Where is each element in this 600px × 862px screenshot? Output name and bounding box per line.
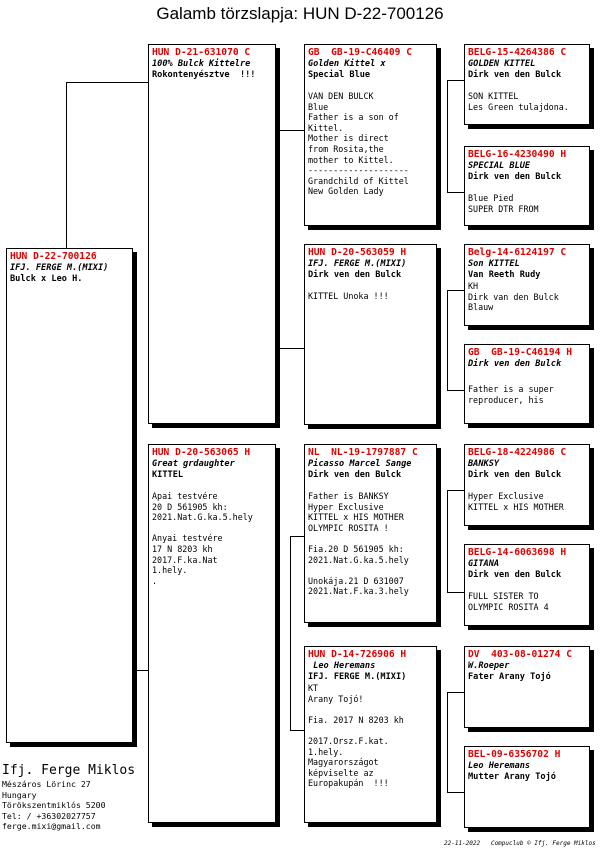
pigeon-card-dss[interactable] xyxy=(464,444,590,526)
pigeon-card-dsd[interactable] xyxy=(464,544,590,626)
connector-line xyxy=(447,692,464,693)
pigeon-notes: Blue Pied SUPER DTR FROM xyxy=(468,193,539,214)
pigeon-card-main[interactable] xyxy=(6,248,133,743)
pigeon-name: Leo Heremans xyxy=(468,761,531,771)
owner-phone: Tel: / +36302027757 xyxy=(2,810,96,821)
pigeon-card-sire[interactable] xyxy=(148,44,276,424)
pigeon-name: IFJ. FERGE M.(MIXI) xyxy=(308,259,407,269)
pigeon-card-ssd[interactable] xyxy=(464,146,590,226)
pigeon-name: Leo Heremans xyxy=(308,661,376,671)
pigeon-name: GOLDEN KITTEL xyxy=(468,59,536,69)
pigeon-breeder: Dirk ven den Bulck xyxy=(308,470,402,480)
pigeon-breeder: Dirk ven den Bulck xyxy=(468,172,562,182)
connector-line xyxy=(278,130,304,131)
ring-number: DV 403-08-01274 C xyxy=(468,649,572,660)
pigeon-card-ddd[interactable] xyxy=(464,746,590,828)
owner-address: Mészáros Lörinc 27 xyxy=(2,779,91,789)
connector-line xyxy=(278,348,304,349)
ring-number: BEL-09-6356702 H xyxy=(468,749,561,760)
pigeon-notes: Father is BANKSY Hyper Exclusive KITTEL x HIS MOTHER OLYMPIC ROSITA ! Fia.20 D 561905 kh: 2021.Nat.G.ka.5.hely Unokája.21 D 631007 2021.Nat.F.ka.3.hely xyxy=(308,491,409,597)
pigeon-breeder: Mutter Arany Tojó xyxy=(468,772,556,782)
ring-number: HUN D-20-563059 H xyxy=(308,247,407,258)
pigeon-notes: Father is a super reproducer, his xyxy=(468,384,554,405)
pigeon-card-dam-dam[interactable] xyxy=(304,646,437,823)
connector-line xyxy=(447,390,464,391)
connector-line xyxy=(447,192,464,193)
pigeon-notes: VAN DEN BULCK Blue Father is a son of Kittel. Mother is direct from Rosita,the mother to Kittel. -------------------- Grandchild of Kittel New Golden Lady xyxy=(308,91,409,197)
ring-number: BELG-18-4224986 C xyxy=(468,447,567,458)
pigeon-card-sire-dam[interactable] xyxy=(304,244,437,425)
pigeon-breeder: Special Blue xyxy=(308,70,371,80)
pigeon-notes: FULL SISTER TO OLYMPIC ROSITA 4 xyxy=(468,591,549,612)
connector-line xyxy=(278,130,279,348)
ring-number: NL NL-19-1797887 C xyxy=(308,447,418,458)
pigeon-notes: KITTEL Unoka !!! xyxy=(308,291,389,301)
pigeon-breeder: Dirk ven den Bulck xyxy=(468,570,562,580)
pigeon-notes: Hyper Exclusive KITTEL x HIS MOTHER xyxy=(468,491,564,512)
pigeon-breeder: Dirk ven den Bulck xyxy=(308,270,402,280)
pigeon-name: 100% Bulck Kittelre xyxy=(152,59,251,69)
pigeon-name: BANKSY xyxy=(468,459,500,469)
connector-line xyxy=(447,692,448,792)
pigeon-breeder: Rokontenyésztve !!! xyxy=(152,70,256,80)
pigeon-name: Dirk ven den Bulck xyxy=(468,359,562,369)
pigeon-name: IFJ. FERGE M.(MIXI) xyxy=(10,263,109,273)
connector-line xyxy=(447,490,448,592)
connector-line xyxy=(447,290,448,390)
ring-number: HUN D-14-726906 H xyxy=(308,649,407,660)
ring-number: BELG-16-4230490 H xyxy=(468,149,567,160)
connector-line xyxy=(290,730,304,731)
ring-number: HUN D-20-563065 H xyxy=(152,447,251,458)
pigeon-breeder: Bulck x Leo H. xyxy=(10,274,83,284)
connector-line xyxy=(447,490,464,491)
connector-line xyxy=(447,290,464,291)
ring-number: BELG-14-6063698 H xyxy=(468,547,567,558)
footer-credit: 22-11-2022 Compuclub © Ifj. Ferge Miklos xyxy=(444,840,596,847)
pigeon-breeder: IFJ. FERGE M.(MIXI) xyxy=(308,672,407,682)
owner-name: Ifj. Ferge Miklos xyxy=(2,763,136,778)
ring-number: GB GB-19-C46409 C xyxy=(308,47,412,58)
pigeon-breeder: KITTEL xyxy=(152,470,184,480)
pigeon-notes: Apai testvére 20 D 561905 kh: 2021.Nat.G.ka.5.hely Anyai testvére 17 N 8203 kh 2017.F.ka.Nat 1.hely. . xyxy=(152,491,253,586)
pigeon-card-sds[interactable] xyxy=(464,244,590,326)
ring-number: HUN D-21-631070 C xyxy=(152,47,251,58)
pigeon-name: Great grdaughter xyxy=(152,459,235,469)
connector-line xyxy=(447,792,464,793)
owner-country: Hungary xyxy=(2,789,37,800)
ring-number: GB GB-19-C46194 H xyxy=(468,347,572,358)
pigeon-card-dds[interactable] xyxy=(464,646,590,728)
pigeon-breeder: Fater Arany Tojó xyxy=(468,672,551,682)
pigeon-name: W.Roeper xyxy=(468,661,510,671)
pigeon-notes: KT Arany Tojó! Fia. 2017 N 8203 kh 2017.Orsz.F.kat. 1.hely. Magyarországot képviselte az Europakupán !!! xyxy=(308,683,404,789)
ring-number: HUN D-22-700126 xyxy=(10,251,97,262)
pigeon-notes: SON KITTEL Les Green tulajdona. xyxy=(468,91,569,112)
pigeon-breeder: Van Reeth Rudy xyxy=(468,270,541,280)
pigeon-name: Son KITTEL xyxy=(468,259,520,269)
pigeon-breeder: Dirk ven den Bulck xyxy=(468,470,562,480)
pigeon-card-sire-sire[interactable] xyxy=(304,44,437,226)
owner-email[interactable]: ferge.mixi@gmail.com xyxy=(2,821,101,832)
pigeon-name: SPECIAL BLUE xyxy=(468,161,531,171)
page-title: Galamb törzslapja: HUN D-22-700126 xyxy=(156,4,444,23)
pigeon-notes: KH Dirk van den Bulck Blauw xyxy=(468,281,559,313)
pigeon-card-dam-sire[interactable] xyxy=(304,444,437,623)
pigeon-name: Golden Kittel x xyxy=(308,59,386,69)
pigeon-card-sdd[interactable] xyxy=(464,344,590,424)
pigeon-name: Picasso Marcel Sange xyxy=(308,459,412,469)
connector-line xyxy=(447,80,464,81)
connector-line xyxy=(66,82,67,250)
connector-line xyxy=(66,82,148,83)
ring-number: Belg-14-6124197 C xyxy=(468,247,567,258)
pigeon-card-dam[interactable] xyxy=(148,444,276,823)
connector-line xyxy=(447,80,448,192)
connector-line xyxy=(447,592,464,593)
owner-city: Törökszentmiklós 5200 xyxy=(2,800,106,811)
pigeon-card-sss[interactable] xyxy=(464,44,590,125)
pigeon-name: GITANA xyxy=(468,559,500,569)
connector-line xyxy=(290,536,304,537)
connector-line xyxy=(290,536,291,730)
owner-info xyxy=(2,763,135,832)
ring-number: BELG-15-4264386 C xyxy=(468,47,567,58)
pigeon-breeder: Dirk ven den Bulck xyxy=(468,70,562,80)
